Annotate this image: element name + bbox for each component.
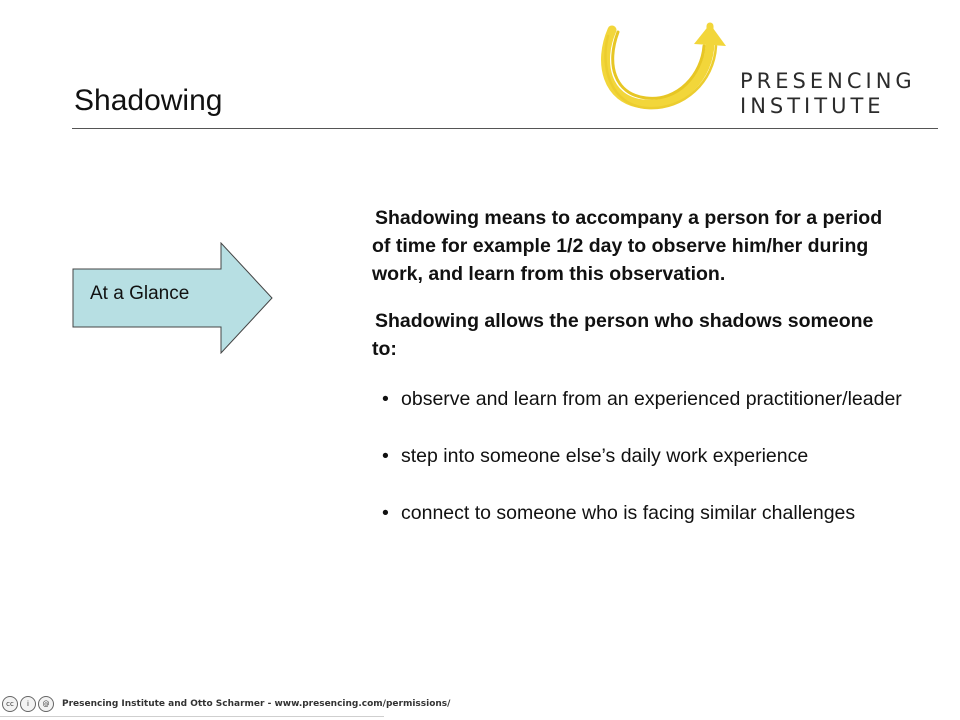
list-item — [382, 442, 902, 470]
list-item — [382, 499, 902, 527]
share-alike-icon: @ — [38, 696, 54, 712]
at-a-glance-label: At a Glance — [90, 283, 190, 304]
list-item-text: connect to someone who is facing similar challenges — [401, 502, 856, 524]
list-item-text: step into someone else’s daily work experience — [401, 445, 809, 467]
definition-paragraph: Shadowing means to accompany a person for a period of time for example 1/2 day to observe him/her during work, and learn from this observation. — [372, 207, 883, 285]
footer-divider — [0, 716, 384, 717]
logo-text-institute: INSTITUTE — [740, 94, 885, 118]
license-footer — [0, 690, 451, 718]
bullet-icon: • — [382, 445, 389, 467]
main-content — [372, 204, 902, 556]
page-title: Shadowing — [74, 84, 223, 117]
presencing-institute-logo — [598, 22, 928, 117]
benefits-list — [372, 385, 902, 527]
cc-icon: cc — [2, 696, 18, 712]
list-item — [382, 385, 902, 413]
title-divider — [72, 128, 938, 129]
license-text: Presencing Institute and Otto Scharmer - www.presencing.com/permissions/ — [62, 699, 451, 709]
logo-text-presencing: PRESENCING — [740, 69, 916, 93]
list-item-text: observe and learn from an experienced practitioner/leader — [401, 388, 902, 410]
bullet-icon: • — [382, 388, 389, 410]
attribution-icon: i — [20, 696, 36, 712]
logo-swoosh-icon — [598, 22, 738, 117]
license-icons — [2, 696, 54, 712]
benefits-intro-paragraph: Shadowing allows the person who shadows someone to: — [372, 310, 874, 360]
bullet-icon: • — [382, 502, 389, 524]
